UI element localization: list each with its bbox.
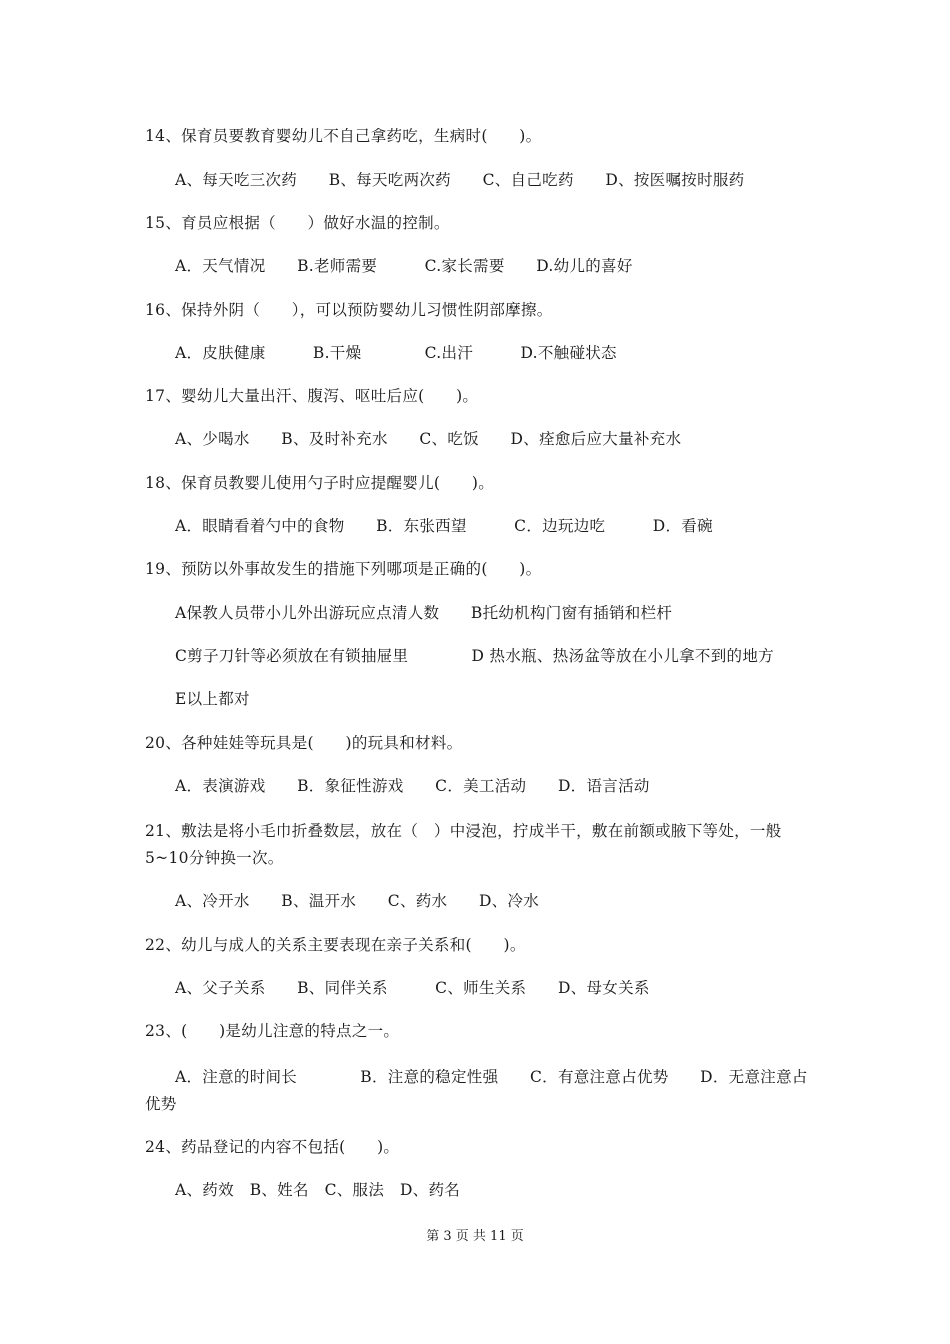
question-24-stem: 24、药品登记的内容不包括( )。 <box>145 1138 400 1156</box>
question-20-options: A．表演游戏 B．象征性游戏 C．美工活动 D．语言活动 <box>175 777 650 795</box>
question-21-options: A、冷开水 B、温开水 C、药水 D、冷水 <box>175 892 540 910</box>
question-20-stem: 20、各种娃娃等玩具是( )的玩具和材料。 <box>145 734 463 752</box>
question-21-stem: 21、敷法是将小毛巾折叠数层，放在（ ）中浸泡，拧成半干，敷在前额或腋下等处，一般5~10分钟换一次。 <box>145 822 782 867</box>
question-19-stem: 19、预防以外事故发生的措施下列哪项是正确的( )。 <box>145 560 542 578</box>
page-footer: 第 3 页 共 11 页 <box>426 1229 524 1244</box>
question-15-stem: 15、育员应根据（ ）做好水温的控制。 <box>145 214 450 232</box>
question-18-options: A．眼睛看着勺中的食物 B．东张西望 C．边玩边吃 D．看碗 <box>175 517 713 535</box>
question-15-options: A．天气情况 B.老师需要 C.家长需要 D.幼儿的喜好 <box>175 257 633 275</box>
question-19-options-line-2: C剪子刀针等必须放在有锁抽屉里 D 热水瓶、热汤盆等放在小儿拿不到的地方 <box>175 647 774 665</box>
question-24-options: A、药效 B、姓名 C、服法 D、药名 <box>175 1181 461 1199</box>
question-23-options: A．注意的时间长 B．注意的稳定性强 C．有意注意占优势 D．无意注意占优势 <box>145 1068 808 1113</box>
question-17-options: A、少喝水 B、及时补充水 C、吃饭 D、痊愈后应大量补充水 <box>175 430 682 448</box>
question-14-stem: 14、保育员要教育婴幼儿不自己拿药吃，生病时( )。 <box>145 127 542 145</box>
question-19-options-line-3: E以上都对 <box>175 690 250 708</box>
question-16-stem: 16、保持外阴（ ），可以预防婴幼儿习惯性阴部摩擦。 <box>145 301 553 319</box>
question-22-stem: 22、幼儿与成人的关系主要表现在亲子关系和( )。 <box>145 936 526 954</box>
question-16-options: A．皮肤健康 B.干燥 C.出汗 D.不触碰状态 <box>175 344 617 362</box>
question-19-options-line-1: A保教人员带小儿外出游玩应点清人数 B托幼机构门窗有插销和栏杆 <box>175 604 673 622</box>
question-17-stem: 17、婴幼儿大量出汗、腹泻、呕吐后应( )。 <box>145 387 479 405</box>
question-23-stem: 23、( )是幼儿注意的特点之一。 <box>145 1022 400 1040</box>
question-18-stem: 18、保育员教婴儿使用勺子时应提醒婴儿( )。 <box>145 474 495 492</box>
question-22-options: A、父子关系 B、同伴关系 C、师生关系 D、母女关系 <box>175 979 650 997</box>
question-14-options: A、每天吃三次药 B、每天吃两次药 C、自己吃药 D、按医嘱按时服药 <box>175 171 745 189</box>
